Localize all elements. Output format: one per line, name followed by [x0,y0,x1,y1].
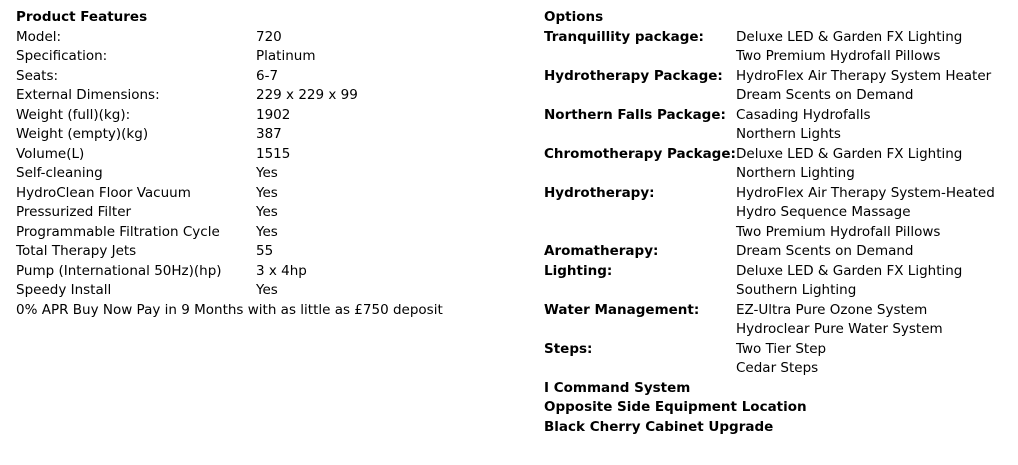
option-group-label: Hydrotherapy: [544,184,655,201]
feature-value: 6-7 [256,67,279,84]
option-item: HydroFlex Air Therapy System-Heated [736,184,995,201]
option-item: Dream Scents on Demand [736,87,914,103]
option-item: Deluxe LED & Garden FX Lighting [736,145,963,162]
option-group-label: Lighting: [544,262,613,279]
feature-row [16,86,496,106]
feature-label: External Dimensions: [16,87,160,103]
feature-value: 55 [256,243,274,259]
feature-label: Volume(L) [16,145,85,162]
option-item: Hydroclear Pure Water System [736,321,943,337]
feature-row [16,164,496,184]
feature-label: Weight (empty)(kg) [16,126,149,142]
feature-row [16,28,496,48]
option-group-label: Tranquillity package: [544,28,704,45]
feature-row [16,203,496,223]
feature-value: Platinum [256,48,316,64]
feature-label: Model: [16,28,62,45]
feature-row [16,106,496,126]
feature-label: Speedy Install [16,282,112,298]
feature-label: Seats: [16,67,59,84]
feature-row [16,262,496,282]
feature-value: 720 [256,28,282,45]
feature-value: 3 x 4hp [256,262,307,279]
option-group-label: Chromotherapy Package: [544,145,736,162]
feature-row [16,67,496,87]
feature-row [16,242,496,262]
option-group-label: Steps: [544,340,593,357]
feature-value: 229 x 229 x 99 [256,87,358,103]
feature-label: Self-cleaning [16,165,103,181]
option-item: Two Premium Hydrofall Pillows [736,48,941,64]
feature-value: 387 [256,126,282,142]
feature-row [16,125,496,145]
option-item: Southern Lighting [736,282,857,298]
option-item: Two Premium Hydrofall Pillows [736,223,941,240]
feature-value: Yes [256,165,278,181]
option-item: Northern Lights [736,126,841,142]
option-item: Cedar Steps [736,360,819,376]
feature-label: Weight (full)(kg): [16,106,131,123]
option-item: HydroFlex Air Therapy System Heater [736,67,992,84]
feature-value: Yes [256,204,278,220]
feature-value: Yes [256,223,278,240]
feature-value: Yes [256,184,278,201]
option-extra: Black Cherry Cabinet Upgrade [544,418,774,435]
feature-row [16,184,496,204]
option-extra: I Command System [544,379,691,396]
feature-label: Total Therapy Jets [16,243,137,259]
finance-offer-text: 0% APR Buy Now Pay in 9 Months with as little as £750 deposit [16,301,443,318]
feature-row [16,281,496,301]
feature-label: HydroClean Floor Vacuum [16,184,191,201]
option-item: EZ-Ultra Pure Ozone System [736,301,928,318]
feature-label: Pump (International 50Hz)(hp) [16,262,222,279]
feature-value: 1515 [256,145,291,162]
feature-label: Programmable Filtration Cycle [16,223,220,240]
option-item: Hydro Sequence Massage [736,204,911,220]
feature-value: 1902 [256,106,291,123]
feature-row [16,223,496,243]
option-item: Deluxe LED & Garden FX Lighting [736,28,963,45]
feature-value: Yes [256,282,278,298]
feature-label: Specification: [16,48,108,64]
feature-row [16,145,496,165]
option-item: Deluxe LED & Garden FX Lighting [736,262,963,279]
option-item: Two Tier Step [736,340,827,357]
option-item: Northern Lighting [736,165,855,181]
option-item: Casading Hydrofalls [736,106,871,123]
option-group-label: Aromatherapy: [544,243,659,259]
features-title: Product Features [16,9,148,25]
feature-row [16,47,496,67]
option-group-label: Northern Falls Package: [544,106,726,123]
option-item: Dream Scents on Demand [736,243,914,259]
option-extra: Opposite Side Equipment Location [544,399,807,415]
option-group-label: Hydrotherapy Package: [544,67,723,84]
option-group-label: Water Management: [544,301,700,318]
options-title: Options [544,9,604,25]
feature-label: Pressurized Filter [16,204,132,220]
